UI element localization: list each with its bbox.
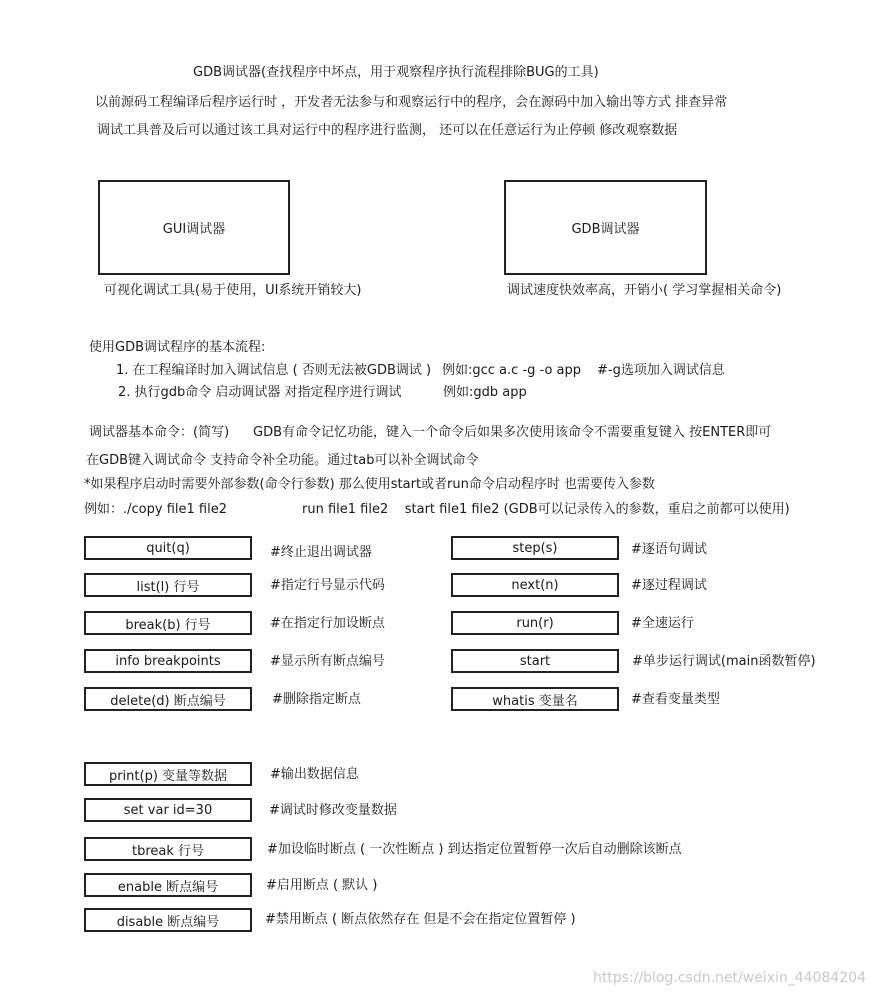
- command-text: list(l) 行号: [136, 579, 200, 595]
- tab-completion-note: 在GDB键入调试命令 支持命令补全功能。通过tab可以补全调试命令: [86, 453, 479, 468]
- command-box-start: [451, 649, 619, 673]
- command-desc-break: #在指定行加设断点: [270, 616, 385, 631]
- args-note: *如果程序启动时需要外部参数(命令行参数) 那么使用start或者run命令启动程序时 也需要传入参数: [84, 477, 656, 492]
- command-desc-tbreak: #加设临时断点 ( 一次性断点 ) 到达指定位置暂停一次后自动删除该断点: [267, 842, 682, 857]
- flow-step-1: 1. 在工程编译时加入调试信息 ( 否则无法被GDB调试 ): [116, 363, 432, 378]
- watermark: https://blog.csdn.net/weixin_44084204: [592, 970, 866, 986]
- command-box-whatis: [451, 687, 619, 711]
- command-box-enable: [84, 873, 252, 897]
- command-box-step: [451, 536, 619, 560]
- gdb-debugger-caption: 调试速度快效率高，开销小( 学习掌握相关命令): [507, 283, 782, 298]
- command-box-break: [84, 611, 252, 635]
- command-text: next(n): [511, 577, 559, 593]
- flow-step-2: 2. 执行gdb命令 启动调试器 对指定程序进行调试: [118, 385, 402, 400]
- command-box-tbreak: [84, 837, 252, 861]
- intro-line-1: 以前源码工程编译后程序运行时 ，开发者无法参与和观察运行中的程序，会在源码中加入输出等方式 排查异常: [95, 95, 728, 110]
- command-desc-list: #指定行号显示代码: [270, 578, 385, 593]
- command-text: tbreak 行号: [131, 843, 205, 859]
- memory-note: GDB有命令记忆功能，键入一个命令后如果多次使用该命令不需要重复键入 按ENTER即可: [253, 425, 772, 440]
- command-box-next: [451, 573, 619, 597]
- command-text: step(s): [512, 540, 558, 556]
- flow-step-1-note: #-g选项加入调试信息: [597, 363, 725, 378]
- command-box-run: [451, 611, 619, 635]
- command-text: disable 断点编号: [116, 914, 220, 930]
- command-desc-step: #逐语句调试: [631, 542, 707, 557]
- page-title: GDB调试器(查找程序中坏点，用于观察程序执行流程排除BUG的工具): [193, 65, 599, 80]
- command-desc-info-breakpoints: #显示所有断点编号: [270, 654, 385, 669]
- command-desc-disable: #禁用断点 ( 断点依然存在 但是不会在指定位置暂停 ): [265, 912, 576, 927]
- command-text: run(r): [516, 615, 554, 631]
- command-box-info-breakpoints: [84, 649, 252, 673]
- gdb-debugger-label: GDB调试器: [571, 222, 640, 237]
- command-text: break(b) 行号: [125, 617, 211, 633]
- command-box-list: [84, 573, 252, 597]
- command-box-quit: [84, 536, 252, 560]
- flow-step-1-example: 例如:gcc a.c -g -o app: [442, 363, 582, 378]
- command-desc-start: #单步运行调试(main函数暂停): [632, 654, 816, 669]
- basic-commands-label: 调试器基本命令：(简写): [89, 425, 230, 440]
- example-run-start: run file1 file2 start file1 file2 (GDB可以记录传入的参数，重启之前都可以使用): [302, 502, 790, 517]
- command-box-print: [84, 762, 252, 786]
- command-text: enable 断点编号: [117, 879, 219, 895]
- command-box-disable: [84, 908, 252, 932]
- command-desc-enable: #启用断点 ( 默认 ): [266, 878, 378, 893]
- command-desc-print: #输出数据信息: [270, 767, 359, 782]
- command-text: set var id=30: [123, 802, 213, 818]
- command-text: info breakpoints: [115, 653, 221, 669]
- command-desc-whatis: #查看变量类型: [631, 692, 720, 707]
- intro-line-2: 调试工具普及后可以通过该工具对运行中的程序进行监测， 还可以在任意运行为止停顿 修改观察数据: [97, 123, 678, 138]
- flow-step-2-example: 例如:gdb app: [443, 385, 527, 400]
- example-copy: 例如：./copy file1 file2: [84, 502, 227, 517]
- gdb-debugger-box: [504, 180, 707, 275]
- command-desc-run: #全速运行: [631, 616, 694, 631]
- gui-debugger-label: GUI调试器: [162, 222, 226, 237]
- command-desc-quit: #终止退出调试器: [270, 545, 372, 560]
- gui-debugger-box: [98, 180, 290, 275]
- command-text: quit(q): [146, 540, 190, 556]
- command-text: whatis 变量名: [492, 693, 578, 709]
- command-desc-next: #逐过程调试: [631, 578, 707, 593]
- command-text: start: [519, 653, 551, 669]
- command-text: delete(d) 断点编号: [110, 693, 226, 709]
- command-text: print(p) 变量等数据: [108, 768, 228, 784]
- flow-title: 使用GDB调试程序的基本流程:: [89, 340, 266, 355]
- command-desc-delete: #删除指定断点: [272, 692, 361, 707]
- gui-debugger-caption: 可视化调试工具(易于使用，UI系统开销较大): [104, 283, 362, 298]
- command-box-set-var: [84, 798, 252, 822]
- command-desc-set-var: #调试时修改变量数据: [269, 803, 397, 818]
- command-box-delete: [84, 687, 252, 711]
